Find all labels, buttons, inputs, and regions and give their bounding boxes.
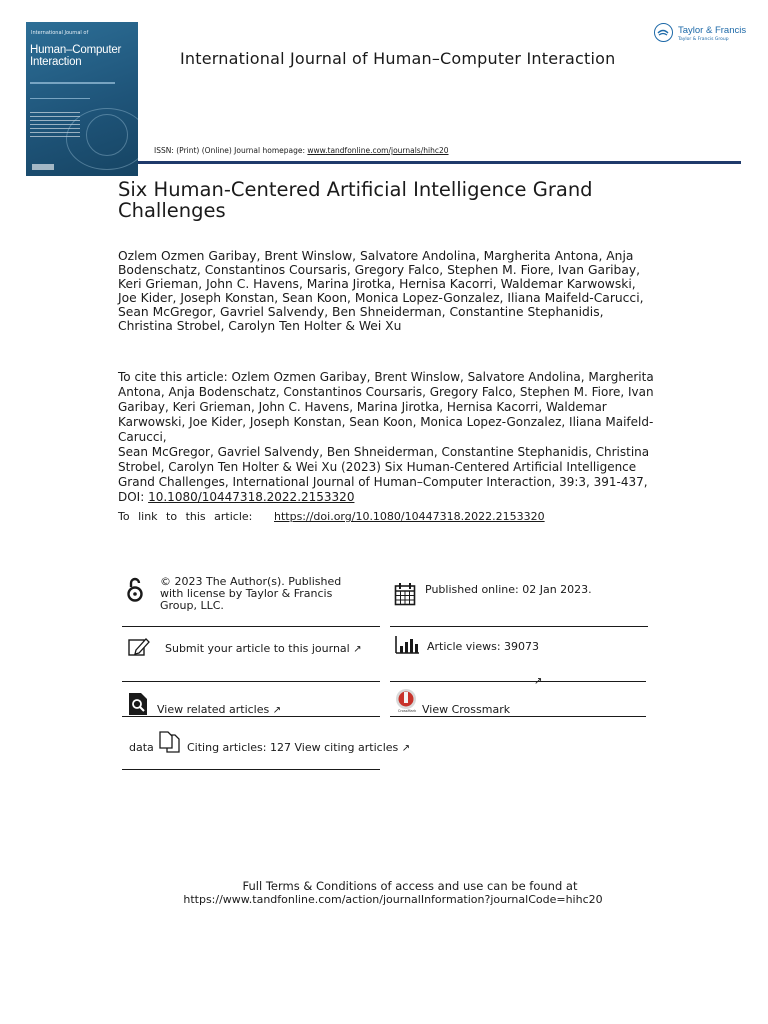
cover-graphic (86, 114, 128, 156)
external-link-icon: ↗︎ (401, 743, 411, 754)
journal-title: International Journal of Human–Computer Interaction (180, 49, 616, 68)
article-doi-link[interactable]: https://doi.org/10.1080/10447318.2022.2153320 (274, 510, 545, 523)
divider (390, 681, 646, 682)
divider (122, 626, 380, 627)
footer-terms-url[interactable]: https://www.tandfonline.com/action/journalInformation?journalCode=hihc20 (183, 893, 603, 906)
journal-cover (26, 22, 138, 176)
taylor-francis-logo-icon (654, 23, 673, 42)
cover-big-title: Human–Computer Interaction (30, 44, 122, 68)
citation-doi-link[interactable]: 10.1080/10447318.2022.2153320 (148, 490, 355, 504)
bar-chart-icon (395, 636, 419, 658)
divider (390, 716, 646, 717)
header-rule (138, 161, 741, 164)
divider (122, 716, 380, 717)
publisher-subtitle: Taylor & Francis Group (678, 37, 729, 42)
crossmark-link[interactable]: View Crossmark (422, 703, 511, 716)
data-label: data (129, 741, 154, 754)
cover-small-title: International Journal of (31, 30, 89, 36)
citation-block (118, 370, 658, 505)
article-views: Article views: 39073 (427, 640, 540, 653)
edit-icon (128, 637, 150, 661)
crossmark-badge-label: CrossMark (397, 709, 417, 713)
publisher-name: Taylor & Francis (678, 25, 747, 36)
submit-article-link[interactable]: Submit your article to this journal ↗︎ (165, 642, 362, 655)
footer-terms: Full Terms & Conditions of access and use can be found at (242, 879, 578, 893)
external-link-icon: ↗︎ (353, 644, 362, 655)
issn-line: ISSN: (Print) (Online) Journal homepage: www.tandfonline.com/journals/hihc20 (154, 146, 449, 155)
divider (122, 681, 380, 682)
cover-publisher-mark (32, 164, 54, 170)
calendar-icon (394, 582, 416, 610)
citation-part-1: To cite this article: Ozlem Ozmen Garibay, Brent Winslow, Salvatore Andolina, Margherita Antona, Anja Bodenschatz, Constantinos Coursaris, Gregory Falco, Stephen M. Fiore, Ivan Garibay, Keri Grieman, John C. Havens, Marina Jirotka, Hernisa Kacorri, Waldemar Karwowski, Joe Kider, Joseph Konstan, Sean Koon, Monica Lopez-Gonzalez, Iliana Maifeld-Carucci, (118, 370, 654, 444)
external-link-icon: ↗︎ (272, 705, 282, 716)
license-text: © 2023 The Author(s). Published with license by Taylor & Francis Group, LLC. (160, 575, 342, 612)
journal-homepage-link[interactable]: www.tandfonline.com/journals/hihc20 (307, 146, 449, 155)
open-access-lock-icon (126, 577, 144, 607)
link-label: To link to this article: (118, 510, 253, 523)
cover-rule (30, 98, 90, 99)
divider (122, 769, 380, 770)
citation-part-2: Sean McGregor, Gavriel Salvendy, Ben Shneiderman, Constantine Stephanidis, Christina Strobel, Carolyn Ten Holter & Wei Xu (2023) Six Human-Centered Artificial Intelligence Grand Challenges, International Journal of Human–Computer Interaction, 39:3, 391-437, DOI: (118, 445, 650, 504)
article-authors: Ozlem Ozmen Garibay, Brent Winslow, Salvatore Andolina, Margherita Antona, Anja Bodenschatz, Constantinos Coursaris, Gregory Falco, Stephen M. Fiore, Ivan Garibay, Keri Grieman, John C. Havens, Marina Jirotka, Hernisa Kacorri, Waldemar Karwowski, Joe Kider, Joseph Konstan, Sean Koon, Monica Lopez-Gonzalez, Iliana Maifeld-Carucci, Sean McGregor, Gavriel Salvendy, Ben Shneiderman, Constantine Stephanidis, Christina Strobel, Carolyn Ten Holter & Wei Xu (118, 249, 644, 333)
divider (390, 626, 648, 627)
published-date: Published online: 02 Jan 2023. (425, 583, 592, 596)
related-articles-link[interactable]: View related articles ↗︎ (157, 703, 282, 716)
cover-rule (30, 82, 115, 84)
article-title: Six Human-Centered Artificial Intelligence Grand Challenges (118, 178, 593, 222)
citing-documents-icon (158, 731, 182, 757)
citing-articles-link[interactable]: Citing articles: 127 View citing articles ↗︎ (187, 741, 411, 754)
